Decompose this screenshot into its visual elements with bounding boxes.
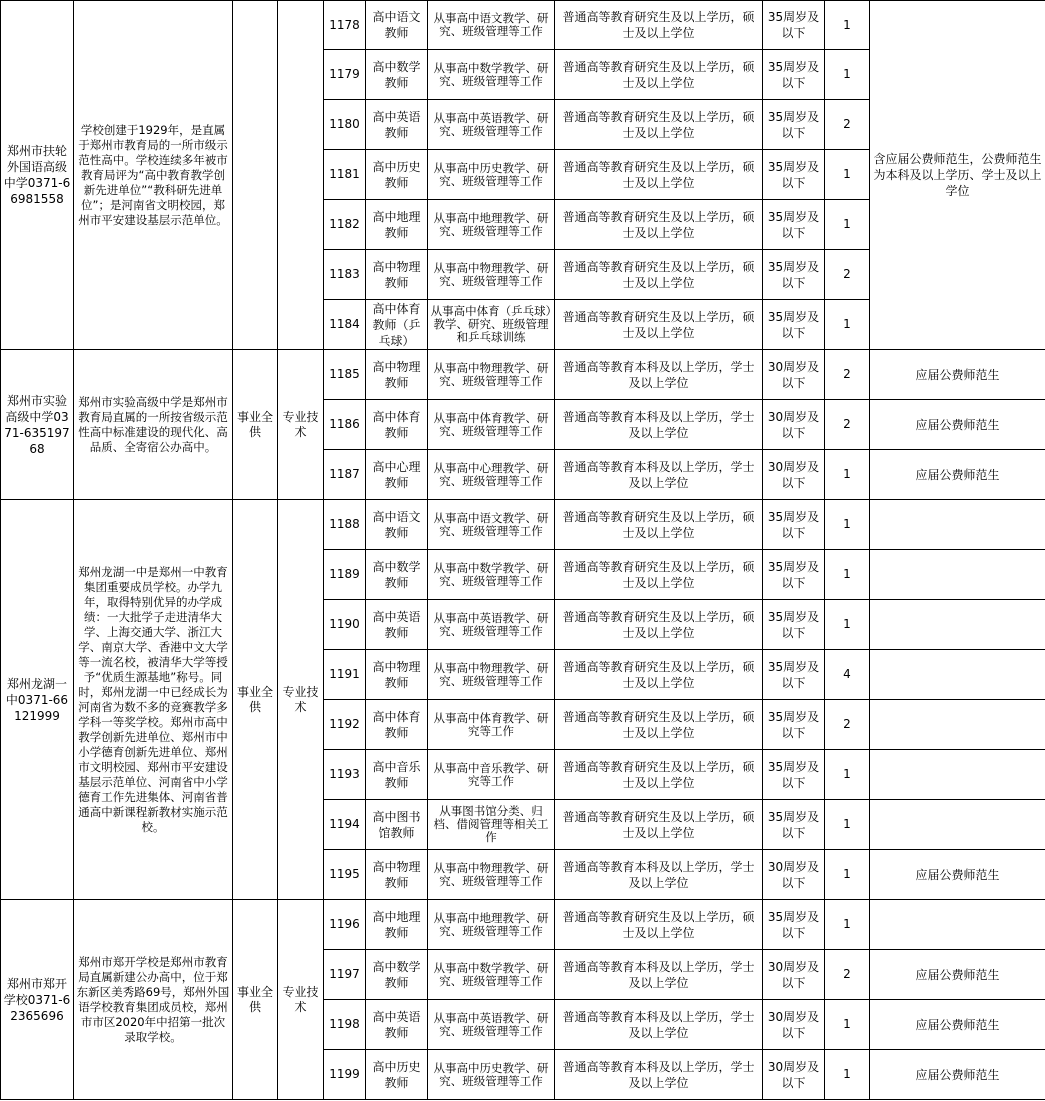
- education-req-cell: 普通高等教育研究生及以上学历，硕士及以上学位: [555, 550, 763, 600]
- post-code-cell: 1189: [324, 550, 366, 600]
- remark-cell: 应届公费师范生: [870, 450, 1045, 500]
- education-req-cell: 普通高等教育研究生及以上学历，硕士及以上学位: [555, 750, 763, 800]
- post-duty-cell: 从事高中地理教学、研究、班级管理等工作: [428, 200, 555, 250]
- post-code-cell: 1193: [324, 750, 366, 800]
- headcount-cell: 1: [825, 450, 870, 500]
- post-type-cell: 专业技术: [278, 900, 324, 1100]
- post-code-cell: 1181: [324, 150, 366, 200]
- headcount-cell: 4: [825, 650, 870, 700]
- post-duty-cell: 从事高中体育教学、研究等工作: [428, 700, 555, 750]
- headcount-cell: 1: [825, 200, 870, 250]
- remark-cell: [870, 650, 1045, 700]
- post-duty-cell: 从事高中语文教学、研究、班级管理等工作: [428, 500, 555, 550]
- age-req-cell: 35周岁及以下: [763, 300, 825, 350]
- post-code-cell: 1184: [324, 300, 366, 350]
- post-name-cell: 高中物理教师: [366, 250, 428, 300]
- table-row: [1, 500, 1045, 550]
- education-req-cell: 普通高等教育研究生及以上学历，硕士及以上学位: [555, 600, 763, 650]
- school-name-cell: 郑州市扶轮外国语高级中学0371-66981558: [1, 1, 74, 350]
- unit-nature-cell: 事业全供: [233, 350, 278, 500]
- post-duty-cell: 从事图书馆分类、归档、借阅管理等相关工作: [428, 800, 555, 850]
- age-req-cell: 35周岁及以下: [763, 250, 825, 300]
- education-req-cell: 普通高等教育本科及以上学历，学士及以上学位: [555, 350, 763, 400]
- remark-cell: [870, 550, 1045, 600]
- headcount-cell: 1: [825, 1000, 870, 1050]
- post-duty-cell: 从事高中体育（乒乓球）教学、研究、班级管理和乒乓球训练: [428, 300, 555, 350]
- post-code-cell: 1191: [324, 650, 366, 700]
- headcount-cell: 1: [825, 150, 870, 200]
- age-req-cell: 35周岁及以下: [763, 800, 825, 850]
- post-code-cell: 1180: [324, 100, 366, 150]
- post-type-cell: [278, 1, 324, 350]
- post-duty-cell: 从事高中历史教学、研究、班级管理等工作: [428, 150, 555, 200]
- remark-cell: [870, 800, 1045, 850]
- headcount-cell: 1: [825, 550, 870, 600]
- school-name-cell: 郑州市实验高级中学0371-63519768: [1, 350, 74, 500]
- post-name-cell: 高中心理教师: [366, 450, 428, 500]
- post-code-cell: 1179: [324, 50, 366, 100]
- remark-cell: [870, 900, 1045, 950]
- post-name-cell: 高中数学教师: [366, 50, 428, 100]
- post-duty-cell: 从事高中历史教学、研究、班级管理等工作: [428, 1050, 555, 1100]
- age-req-cell: 35周岁及以下: [763, 650, 825, 700]
- remark-cell: [870, 700, 1045, 750]
- post-name-cell: 高中图书馆教师: [366, 800, 428, 850]
- post-code-cell: 1198: [324, 1000, 366, 1050]
- post-name-cell: 高中体育教师（乒乓球）: [366, 300, 428, 350]
- post-duty-cell: 从事高中英语教学、研究、班级管理等工作: [428, 1000, 555, 1050]
- post-code-cell: 1199: [324, 1050, 366, 1100]
- headcount-cell: 1: [825, 500, 870, 550]
- post-name-cell: 高中数学教师: [366, 950, 428, 1000]
- education-req-cell: 普通高等教育研究生及以上学历，硕士及以上学位: [555, 50, 763, 100]
- age-req-cell: 35周岁及以下: [763, 1, 825, 50]
- post-name-cell: 高中英语教师: [366, 600, 428, 650]
- age-req-cell: 35周岁及以下: [763, 900, 825, 950]
- remark-cell: 应届公费师范生: [870, 950, 1045, 1000]
- post-duty-cell: 从事高中体育教学、研究、班级管理等工作: [428, 400, 555, 450]
- table-row: [1, 900, 1045, 950]
- post-code-cell: 1183: [324, 250, 366, 300]
- headcount-cell: 2: [825, 250, 870, 300]
- remark-cell: [870, 500, 1045, 550]
- headcount-cell: 1: [825, 1, 870, 50]
- post-code-cell: 1190: [324, 600, 366, 650]
- education-req-cell: 普通高等教育研究生及以上学历，硕士及以上学位: [555, 800, 763, 850]
- education-req-cell: 普通高等教育研究生及以上学历，硕士及以上学位: [555, 200, 763, 250]
- post-name-cell: 高中音乐教师: [366, 750, 428, 800]
- education-req-cell: 普通高等教育本科及以上学历，学士及以上学位: [555, 450, 763, 500]
- age-req-cell: 30周岁及以下: [763, 350, 825, 400]
- school-intro-cell: 郑州市实验高级中学是郑州市教育局直属的一所按省级示范性高中标准建设的现代化、高品质、全寄宿公办高中。: [74, 350, 233, 500]
- headcount-cell: 1: [825, 1050, 870, 1100]
- post-duty-cell: 从事高中物理教学、研究、班级管理等工作: [428, 250, 555, 300]
- headcount-cell: 1: [825, 800, 870, 850]
- post-name-cell: 高中体育教师: [366, 700, 428, 750]
- post-duty-cell: 从事高中英语教学、研究、班级管理等工作: [428, 100, 555, 150]
- education-req-cell: 普通高等教育研究生及以上学历，硕士及以上学位: [555, 150, 763, 200]
- post-name-cell: 高中物理教师: [366, 650, 428, 700]
- education-req-cell: 普通高等教育研究生及以上学历，硕士及以上学位: [555, 650, 763, 700]
- headcount-cell: 1: [825, 850, 870, 900]
- post-name-cell: 高中语文教师: [366, 1, 428, 50]
- education-req-cell: 普通高等教育研究生及以上学历，硕士及以上学位: [555, 900, 763, 950]
- post-duty-cell: 从事高中心理教学、研究、班级管理等工作: [428, 450, 555, 500]
- post-duty-cell: 从事高中物理教学、研究、班级管理等工作: [428, 650, 555, 700]
- education-req-cell: 普通高等教育研究生及以上学历，硕士及以上学位: [555, 250, 763, 300]
- unit-nature-cell: [233, 1, 278, 350]
- post-code-cell: 1186: [324, 400, 366, 450]
- age-req-cell: 35周岁及以下: [763, 500, 825, 550]
- unit-nature-cell: 事业全供: [233, 900, 278, 1100]
- post-name-cell: 高中历史教师: [366, 150, 428, 200]
- post-name-cell: 高中物理教师: [366, 350, 428, 400]
- post-duty-cell: 从事高中物理教学、研究、班级管理等工作: [428, 350, 555, 400]
- headcount-cell: 2: [825, 400, 870, 450]
- education-req-cell: 普通高等教育研究生及以上学历，硕士及以上学位: [555, 100, 763, 150]
- post-duty-cell: 从事高中物理教学、研究、班级管理等工作: [428, 850, 555, 900]
- age-req-cell: 35周岁及以下: [763, 150, 825, 200]
- post-code-cell: 1197: [324, 950, 366, 1000]
- age-req-cell: 35周岁及以下: [763, 750, 825, 800]
- age-req-cell: 30周岁及以下: [763, 1050, 825, 1100]
- post-type-cell: 专业技术: [278, 350, 324, 500]
- education-req-cell: 普通高等教育本科及以上学历，学士及以上学位: [555, 400, 763, 450]
- remark-cell: [870, 750, 1045, 800]
- age-req-cell: 35周岁及以下: [763, 550, 825, 600]
- headcount-cell: 2: [825, 700, 870, 750]
- age-req-cell: 30周岁及以下: [763, 950, 825, 1000]
- education-req-cell: 普通高等教育本科及以上学历，学士及以上学位: [555, 850, 763, 900]
- post-name-cell: 高中语文教师: [366, 500, 428, 550]
- post-code-cell: 1182: [324, 200, 366, 250]
- headcount-cell: 1: [825, 50, 870, 100]
- post-name-cell: 高中数学教师: [366, 550, 428, 600]
- remark-cell: 应届公费师范生: [870, 400, 1045, 450]
- remark-cell: 应届公费师范生: [870, 1050, 1045, 1100]
- school-intro-cell: 郑州龙湖一中是郑州一中教育集团重要成员学校。办学九年，取得特别优异的办学成绩：一大批学子走进清华大学、上海交通大学、浙江大学、南京大学、香港中文大学等一流名校，被清华大学等授予“优质生源基地”称号。同时，郑州龙湖一中已经成长为河南省为数不多的竞赛教学多学科一等奖学校。郑州市高中教学创新先进单位、郑州市中小学德育创新先进单位、郑州市文明校园、郑州市平安建设基层示范单位、河南省中小学德育工作先进集体、河南省普通高中新课程新教材实施示范校。: [74, 500, 233, 900]
- post-duty-cell: 从事高中数学教学、研究、班级管理等工作: [428, 950, 555, 1000]
- remark-cell: [870, 600, 1045, 650]
- age-req-cell: 30周岁及以下: [763, 400, 825, 450]
- age-req-cell: 35周岁及以下: [763, 100, 825, 150]
- post-duty-cell: 从事高中音乐教学、研究等工作: [428, 750, 555, 800]
- post-duty-cell: 从事高中数学教学、研究、班级管理等工作: [428, 550, 555, 600]
- post-duty-cell: 从事高中语文教学、研究、班级管理等工作: [428, 1, 555, 50]
- post-name-cell: 高中英语教师: [366, 1000, 428, 1050]
- education-req-cell: 普通高等教育本科及以上学历，学士及以上学位: [555, 1000, 763, 1050]
- headcount-cell: 1: [825, 750, 870, 800]
- age-req-cell: 30周岁及以下: [763, 1000, 825, 1050]
- table-row: [1, 1, 1045, 50]
- education-req-cell: 普通高等教育研究生及以上学历，硕士及以上学位: [555, 700, 763, 750]
- table-row: [1, 350, 1045, 400]
- education-req-cell: 普通高等教育本科及以上学历，学士及以上学位: [555, 1050, 763, 1100]
- education-req-cell: 普通高等教育研究生及以上学历，硕士及以上学位: [555, 1, 763, 50]
- headcount-cell: 2: [825, 350, 870, 400]
- education-req-cell: 普通高等教育研究生及以上学历，硕士及以上学位: [555, 500, 763, 550]
- post-duty-cell: 从事高中英语教学、研究、班级管理等工作: [428, 600, 555, 650]
- education-req-cell: 普通高等教育研究生及以上学历，硕士及以上学位: [555, 300, 763, 350]
- post-name-cell: 高中物理教师: [366, 850, 428, 900]
- education-req-cell: 普通高等教育本科及以上学历，学士及以上学位: [555, 950, 763, 1000]
- post-code-cell: 1194: [324, 800, 366, 850]
- post-code-cell: 1178: [324, 1, 366, 50]
- headcount-cell: 1: [825, 300, 870, 350]
- unit-nature-cell: 事业全供: [233, 500, 278, 900]
- age-req-cell: 35周岁及以下: [763, 50, 825, 100]
- remark-cell: 应届公费师范生: [870, 850, 1045, 900]
- headcount-cell: 2: [825, 950, 870, 1000]
- headcount-cell: 1: [825, 900, 870, 950]
- age-req-cell: 35周岁及以下: [763, 200, 825, 250]
- age-req-cell: 30周岁及以下: [763, 450, 825, 500]
- remark-cell: 含应届公费师范生，公费师范生为本科及以上学历、学士及以上学位: [870, 1, 1045, 350]
- age-req-cell: 30周岁及以下: [763, 850, 825, 900]
- post-code-cell: 1187: [324, 450, 366, 500]
- post-name-cell: 高中地理教师: [366, 200, 428, 250]
- remark-cell: 应届公费师范生: [870, 1000, 1045, 1050]
- post-code-cell: 1188: [324, 500, 366, 550]
- post-duty-cell: 从事高中数学教学、研究、班级管理等工作: [428, 50, 555, 100]
- age-req-cell: 35周岁及以下: [763, 700, 825, 750]
- age-req-cell: 35周岁及以下: [763, 600, 825, 650]
- school-intro-cell: 学校创建于1929年，是直属于郑州市教育局的一所市级示范性高中。学校连续多年被市教育局评为“高中教育教学创新先进单位”“教科研先进单位”；是河南省文明校园，郑州市平安建设基层示范单位。: [74, 1, 233, 350]
- post-duty-cell: 从事高中地理教学、研究、班级管理等工作: [428, 900, 555, 950]
- school-intro-cell: 郑州市郑开学校是郑州市教育局直属新建公办高中，位于郑东新区美秀路69号，郑州外国语学校教育集团成员校，郑州市市区2020年中招第一批次录取学校。: [74, 900, 233, 1100]
- school-name-cell: 郑州市郑开学校0371-62365696: [1, 900, 74, 1100]
- post-code-cell: 1196: [324, 900, 366, 950]
- post-name-cell: 高中地理教师: [366, 900, 428, 950]
- school-name-cell: 郑州龙湖一中0371-66121999: [1, 500, 74, 900]
- headcount-cell: 2: [825, 100, 870, 150]
- table-body: [1, 1, 1045, 1100]
- post-code-cell: 1195: [324, 850, 366, 900]
- post-name-cell: 高中英语教师: [366, 100, 428, 150]
- post-type-cell: 专业技术: [278, 500, 324, 900]
- post-code-cell: 1185: [324, 350, 366, 400]
- post-name-cell: 高中历史教师: [366, 1050, 428, 1100]
- post-code-cell: 1192: [324, 700, 366, 750]
- remark-cell: 应届公费师范生: [870, 350, 1045, 400]
- headcount-cell: 1: [825, 600, 870, 650]
- post-name-cell: 高中体育教师: [366, 400, 428, 450]
